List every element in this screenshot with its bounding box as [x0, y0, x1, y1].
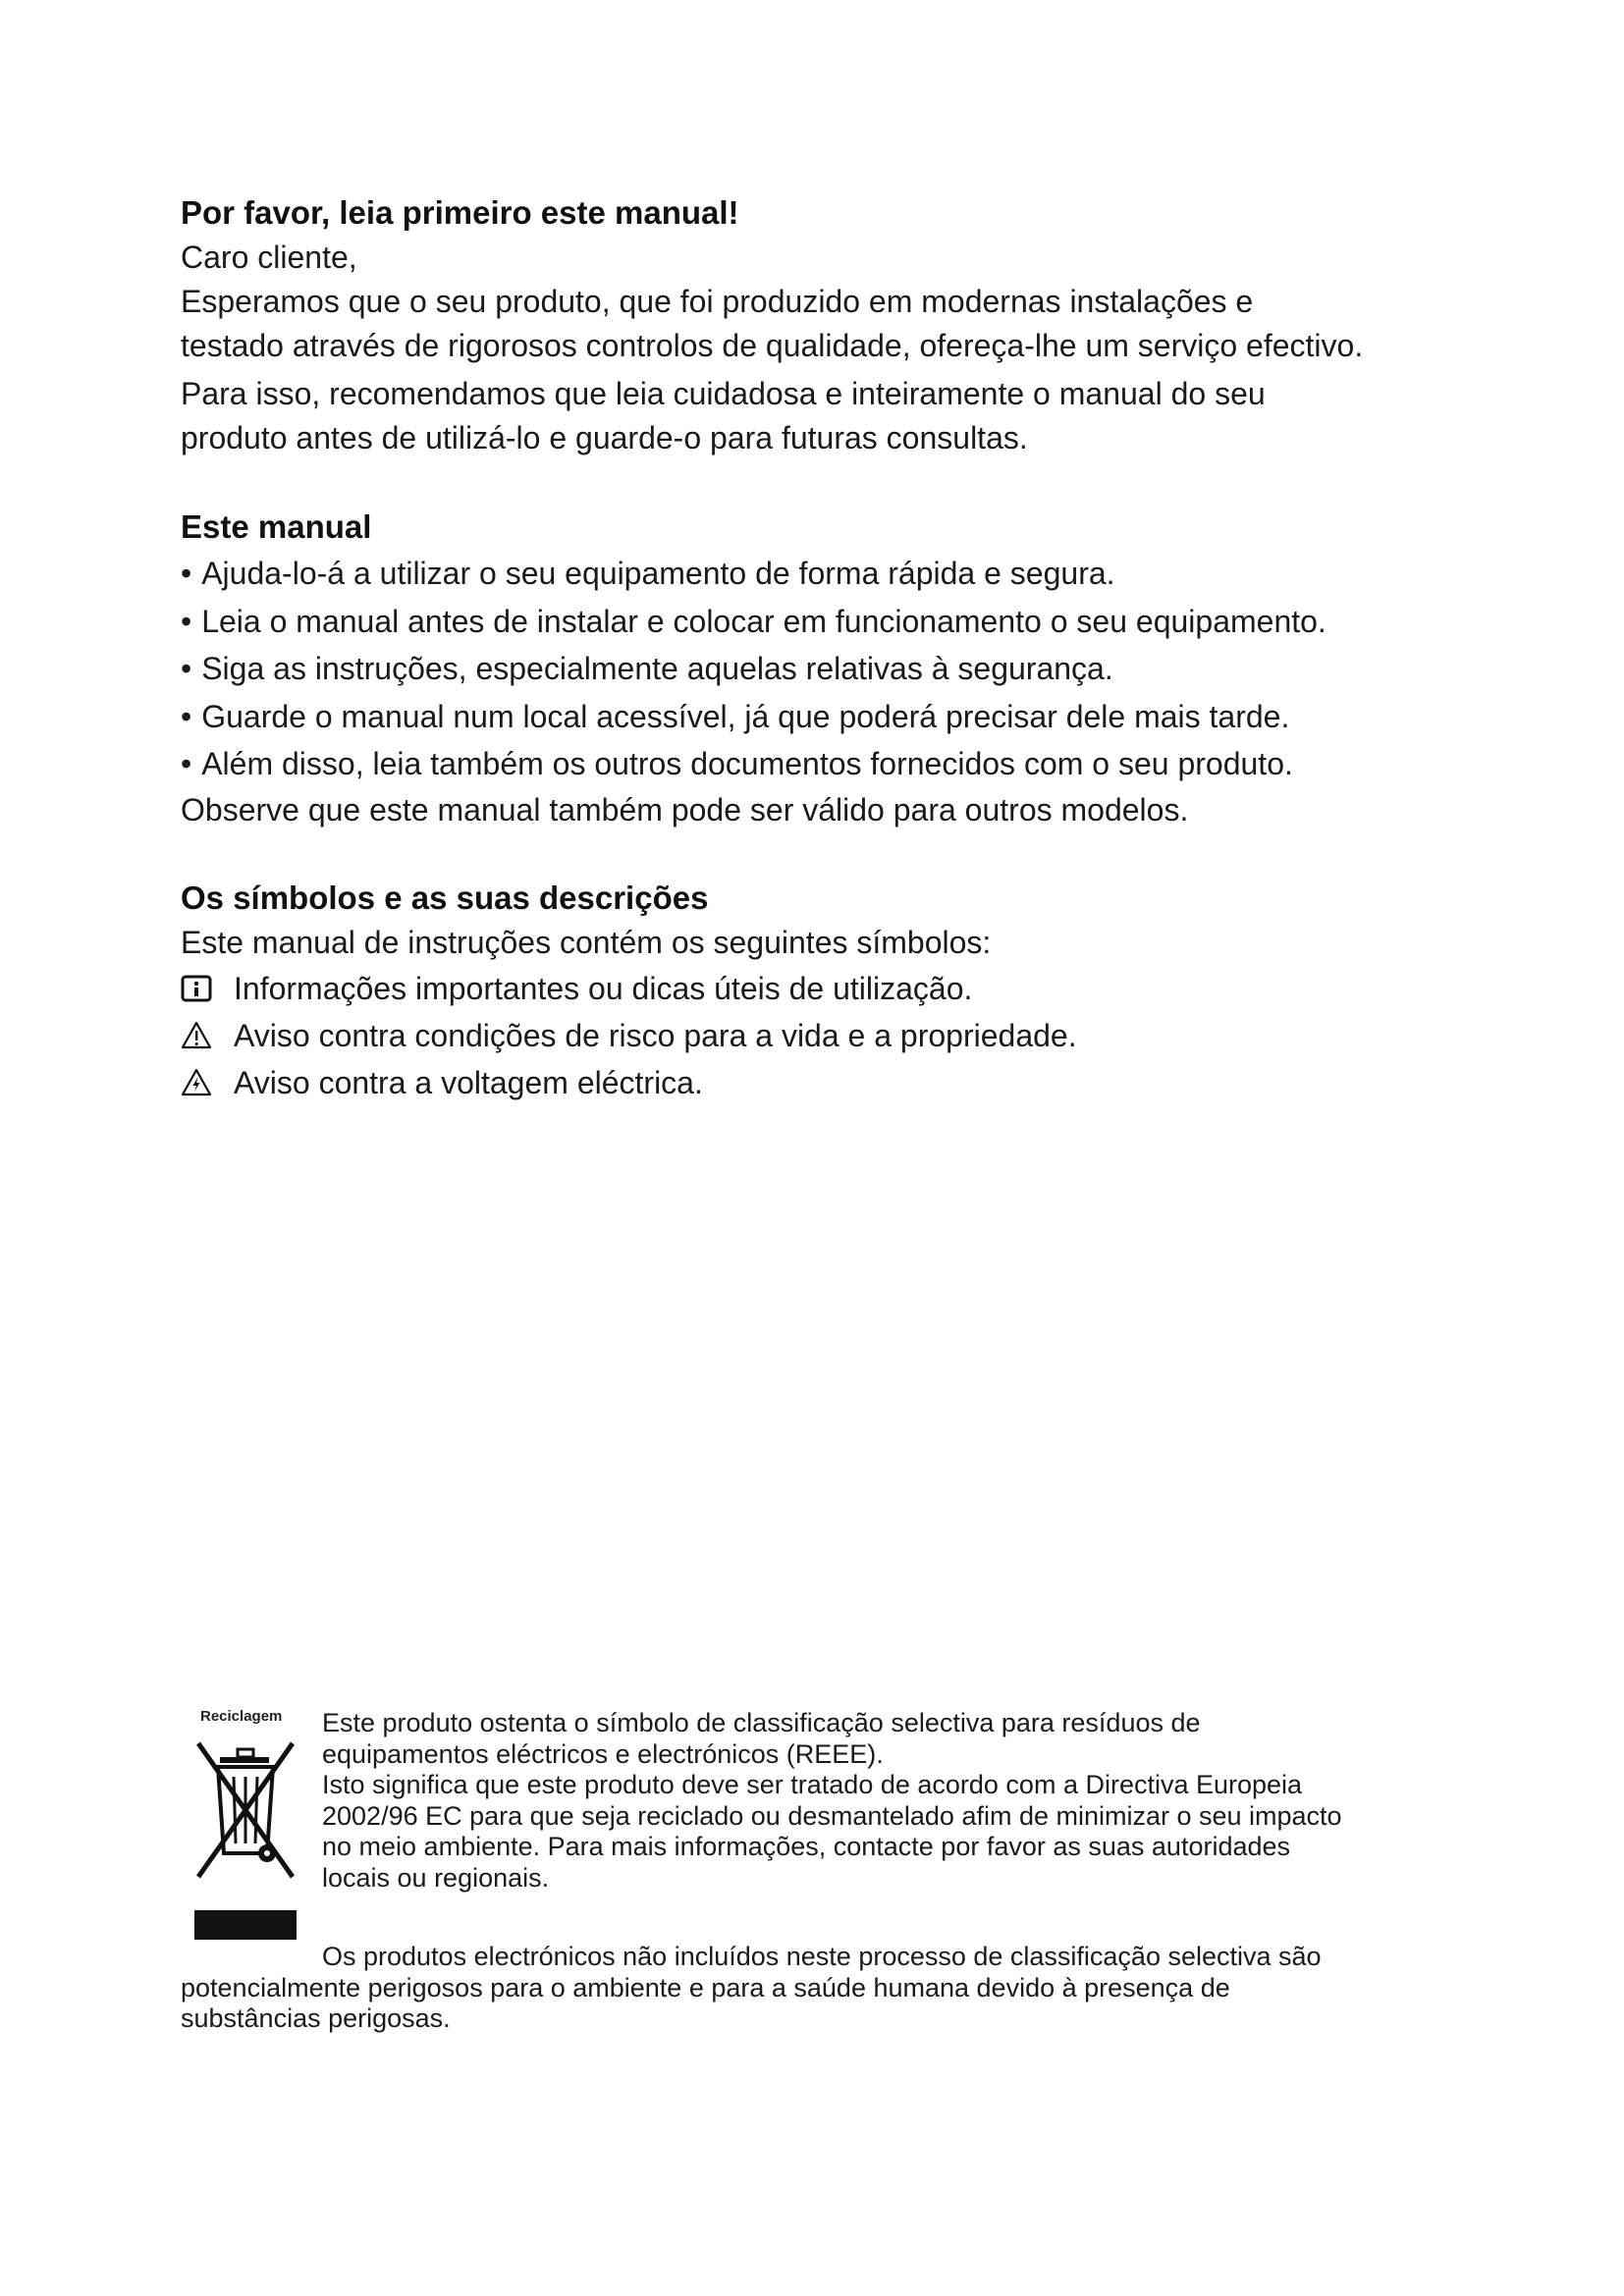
intro-section	[181, 190, 1496, 460]
symbol-row-electric	[181, 1059, 1496, 1106]
bullet-icon: •	[181, 746, 192, 781]
recycling-text	[322, 1708, 1530, 1894]
recycling-line: 2002/96 EC para que seja reciclado ou desmantelado afim de minimizar o seu impacto	[322, 1800, 1342, 1831]
electric-warning-icon	[181, 1067, 212, 1098]
recycling-label: Reciclagem	[200, 1708, 283, 1725]
symbol-row-info	[181, 965, 1496, 1012]
intro-line: Esperamos que o seu produto, que foi produzido em modernas instalações e	[181, 284, 1254, 319]
recycling-line: Isto significa que este produto deve ser tratado de acordo com a Directiva Europeia	[322, 1770, 1303, 1799]
recycling-line: Os produtos electrónicos não incluídos neste processo de classificação selectiva são	[322, 1942, 1322, 1971]
list-item: • Siga as instruções, especialmente aquelas relativas à segurança.	[181, 651, 1113, 686]
recycling-tail-text	[181, 1942, 1536, 2035]
intro-line: produto antes de utilizá-lo e guarde-o para futuras consultas.	[181, 420, 1028, 455]
bullet-icon: •	[181, 698, 192, 734]
list-item: • Guarde o manual num local acessível, já que poderá precisar dele mais tarde.	[181, 698, 1290, 734]
greeting: Caro cliente,	[181, 240, 357, 275]
symbol-description: Aviso contra a voltagem eléctrica.	[234, 1065, 703, 1100]
symbols-section	[181, 876, 1496, 1106]
intro-line: testado através de rigorosos controlos de qualidade, ofereça-lhe um serviço efectivo.	[181, 328, 1364, 363]
recycling-line: equipamentos eléctricos e electrónicos (REEE).	[322, 1738, 884, 1769]
bullet-icon: •	[181, 603, 192, 639]
manual-title: Este manual	[181, 508, 372, 545]
symbol-description: Aviso contra condições de risco para a vida e a propriedade.	[234, 1018, 1077, 1053]
recycling-line: substâncias perigosas.	[181, 2003, 451, 2033]
list-item: • Leia o manual antes de instalar e colocar em funcionamento o seu equipamento.	[181, 603, 1326, 639]
crossed-bin-icon	[190, 1737, 300, 1885]
recycling-line: potencialmente perigosos para o ambiente e para a saúde humana devido à presença de	[181, 1972, 1230, 2002]
info-icon	[181, 973, 212, 1004]
list-item: • Além disso, leia também os outros documentos fornecidos com o seu produto.	[181, 746, 1293, 781]
manual-section	[181, 505, 1496, 832]
black-bar	[194, 1910, 297, 1940]
intro-line: Para isso, recomendamos que leia cuidadosa e inteiramente o manual do seu	[181, 376, 1266, 411]
bullet-icon: •	[181, 556, 192, 591]
symbols-title: Os símbolos e as suas descrições	[181, 880, 709, 916]
bullet-icon: •	[181, 651, 192, 686]
recycling-line: Este produto ostenta o símbolo de classificação selectiva para resíduos de	[322, 1708, 1201, 1737]
manual-note: Observe que este manual também pode ser válido para outros modelos.	[181, 791, 1189, 828]
symbol-description: Informações importantes ou dicas úteis de utilização.	[234, 971, 973, 1006]
recycling-line: no meio ambiente. Para mais informações, contacte por favor as suas autoridades	[322, 1832, 1291, 1861]
list-item: • Ajuda-lo-á a utilizar o seu equipamento de forma rápida e segura.	[181, 556, 1115, 591]
symbol-row-warning	[181, 1012, 1496, 1059]
manual-bullet-list	[181, 550, 1496, 788]
intro-title: Por favor, leia primeiro este manual!	[181, 194, 739, 231]
symbols-intro: Este manual de instruções contém os seguintes símbolos:	[181, 925, 992, 960]
recycling-line: locais ou regionais.	[322, 1862, 550, 1893]
warning-triangle-icon	[181, 1020, 212, 1051]
